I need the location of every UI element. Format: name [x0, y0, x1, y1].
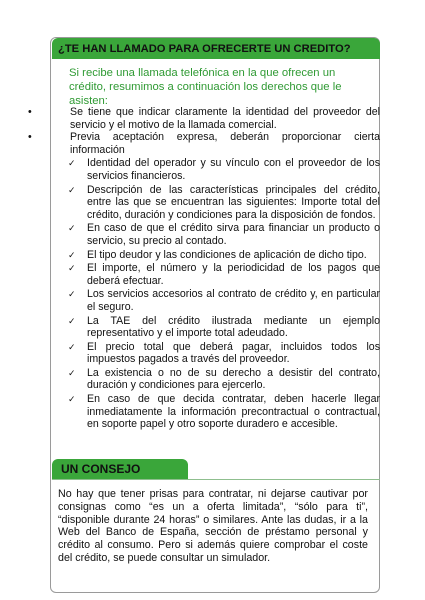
list-item-text: Previa aceptación expresa, deberán proporcionar cierta información [70, 131, 380, 156]
sub-list-item [28, 288, 380, 313]
sub-list-item [28, 222, 380, 247]
bullet-icon: • [28, 106, 32, 118]
sub-list-item-text: El importe, el número y la periodicidad de los pagos que deberá efectuar. [87, 262, 380, 287]
consejo-heading-text: UN CONSEJO [61, 462, 141, 476]
sub-list-item [28, 157, 380, 182]
sub-list-item-text: La existencia o no de su derecho a desistir del contrato, duración y condiciones para ejercerlo. [87, 366, 380, 392]
check-icon: ✓ [68, 394, 76, 405]
consejo-divider [52, 479, 380, 480]
check-icon: ✓ [68, 184, 76, 195]
sub-list-item [28, 367, 380, 392]
sub-list-item [28, 262, 380, 287]
sub-list-item-text: El tipo deudor y las condiciones de aplicación de dicho tipo. [87, 248, 367, 261]
check-icon: ✓ [68, 315, 76, 326]
check-icon: ✓ [68, 263, 76, 274]
sub-list-item-text: En caso de que el crédito sirva para financiar un producto o servicio, su precio al contado. [87, 222, 380, 247]
sub-list-item-text: El precio total que deberá pagar, incluidos todos los impuestos pagados a través del proveedor. [87, 340, 380, 366]
list-item-text: Se tiene que indicar claramente la identidad del proveedor del servicio y el motivo de la llamada comercial. [70, 106, 380, 131]
check-icon: ✓ [68, 341, 76, 352]
sub-list-item [28, 184, 380, 222]
check-icon: ✓ [68, 223, 76, 234]
page-title-text: ¿TE HAN LLAMADO PARA OFRECERTE UN CREDITO? [58, 42, 351, 55]
list-item [28, 131, 380, 156]
consejo-text: No hay que tener prisas para contratar, ni dejarse cautivar por consignas como “es un a oferta limitada”, “sólo para ti”, “disponible durante 24 horas” o similares. Ante las dudas, ir a la Web del Banco de España, sección de préstamo personal y crédito al consumo. Pero si además quiere comprobar el coste del crédito, se puede consultar un simulador. [58, 488, 368, 564]
consejo-heading [52, 459, 188, 479]
sub-list-item [28, 341, 380, 366]
check-icon: ✓ [68, 289, 76, 300]
sub-list-item-text: Identidad del operador y su vínculo con el proveedor de los servicios financieros. [87, 157, 380, 182]
check-icon: ✓ [68, 367, 76, 378]
check-icon: ✓ [68, 158, 76, 169]
sub-list-item-text: La TAE del crédito ilustrada mediante un ejemplo representativo y el importe total adeudado. [87, 314, 380, 340]
sub-list-item-text: Descripción de las características principales del crédito, entre las que se encuentran las siguientes: Importe total del crédito, duración y condiciones para la disposición de fondos. [87, 183, 380, 221]
bullet-icon: • [28, 131, 32, 144]
rights-list [28, 106, 380, 431]
sub-list-item-text: En caso de que decida contratar, deben hacerle llegar inmediatamente la información precontractual o contractual, en soporte papel y otro soporte duradero e accesible. [87, 393, 380, 431]
sub-list-item-text: Los servicios accesorios al contrato de crédito y, en particular el seguro. [87, 288, 380, 313]
sub-list-item [28, 249, 380, 262]
sub-list-item [28, 393, 380, 431]
list-item [28, 106, 380, 131]
page-title [52, 38, 380, 59]
intro-text: Si recibe una llamada telefónica en la que ofrecen un crédito, resumimos a continuación los derechos que le asisten: [69, 67, 342, 107]
sub-list-item [28, 315, 380, 340]
check-icon: ✓ [68, 249, 76, 260]
